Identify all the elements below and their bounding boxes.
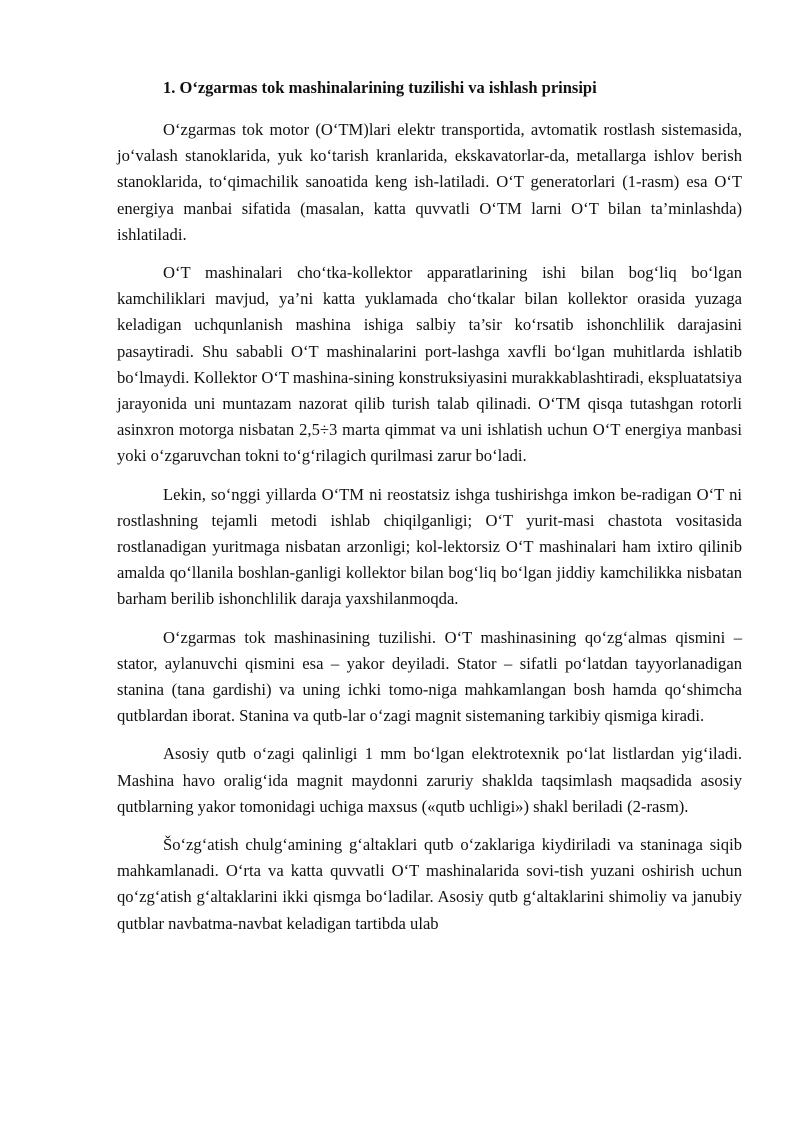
section-heading: 1. O‘zgarmas tok mashinalarining tuzilishi va ishlash prinsipi [163,78,597,97]
paragraph-construction: O‘zgarmas tok mashinasining tuzilishi. O‘T mashinasining qo‘zg‘almas qismini – stator, aylanuvchi qismini esa – yakor deyiladi. Stator – sifatli po‘latdan tayyorlanadigan stanina (tana gardishi) va uning ichki tomo-niga mahkamlangan bosh hamda qo‘shimcha qutblardan iborat. Stanina va qutb-lar o‘zagi magnit sistemaning tarkibiy qismiga kiradi. [117,627,742,726]
paragraph-drawbacks: O‘T mashinalari cho‘tka-kollektor apparatlarining ishi bilan bog‘liq bo‘lgan kamchiliklari mavjud, ya’ni katta yuklamada cho‘tkalar bilan kollektor orasida yuzaga keladigan uchqunlanish mashina ishiga salbiy ta’sir ko‘rsatib ishonchlilik darajasini pasaytiradi. Shu sababli O‘T mashinalarini port-lashga xavfli bo‘lgan muhitlarda ishlatib bo‘lmaydi. Kollektor O‘T mashina-sining konstruksiyasini murakkablashtiradi, ekspluatatsiya jarayonida uni muntazam nazorat qilib turish talab qilinadi. O‘TM qisqa tutashgan rotorli asinxron motorga nisbatan 2,5÷3 marta qimmat va uni ishlatish uchun O‘T energiya manbasi yoki o‘zgaruvchan tokni to‘g‘rilagich qurilmasi zarur bo‘ladi. [117,263,742,466]
paragraph-applications: O‘zgarmas tok motor (O‘TM)lari elektr transportida, avtomatik rostlash sistemasida, jo‘valash stanoklarida, yuk ko‘tarish kranlarida, ekskavatorlar-da, metallarga ishlov berish stanoklarida, to‘qimachilik sanoatida keng ish-latiladi. O‘T generatorlari (1-rasm) esa O‘T energiya manbai sifatida (masalan, katta quvvatli O‘TM larni O‘T bilan ta’minlashda) ishlatiladi. [117,120,742,244]
page-content [117,75,742,949]
paragraph-excitation-winding: Šo‘zg‘atish chulg‘amining g‘altaklari qutb o‘zaklariga kiydiriladi va staninaga siqib mahkamlanadi. O‘rta va katta quvvatli O‘T mashinalarida sovi-tish yuzani oshirish uchun qo‘zg‘atish g‘altaklarini ikki qismga bo‘ladilar. Asosiy qutb g‘altaklarini shimoliy va janubiy qutblar navbatma-navbat keladigan tartibda ulab [117,835,742,933]
paragraph-main-pole: Asosiy qutb o‘zagi qalinligi 1 mm bo‘lgan elektrotexnik po‘lat listlardan yig‘iladi. Mashina havo oralig‘ida magnit maydonni zaruriy shaklda taqsimlash maqsadida asosiy qutblarning yakor tomonidagi uchiga maxsus («qutb uchligi») shakl beriladi (2-rasm). [117,744,742,816]
paragraph-improvements: Lekin, so‘nggi yillarda O‘TM ni reostatsiz ishga tushirishga imkon be-radigan O‘T ni rostlashning tejamli metodi ishlab chiqilganligi; O‘T yurit-masi chastota vositasida rostlanadigan yuritmaga nisbatan arzonligi; kol-lektorsiz O‘T mashinalari ham ixtiro qilinib amalda qo‘llanila boshlan-ganligi kollektor bilan bog‘liq bo‘lgan jiddiy kamchilikka nisbatan barham berilib ishonchlilik daraja yaxshilanmoqda. [117,484,742,609]
